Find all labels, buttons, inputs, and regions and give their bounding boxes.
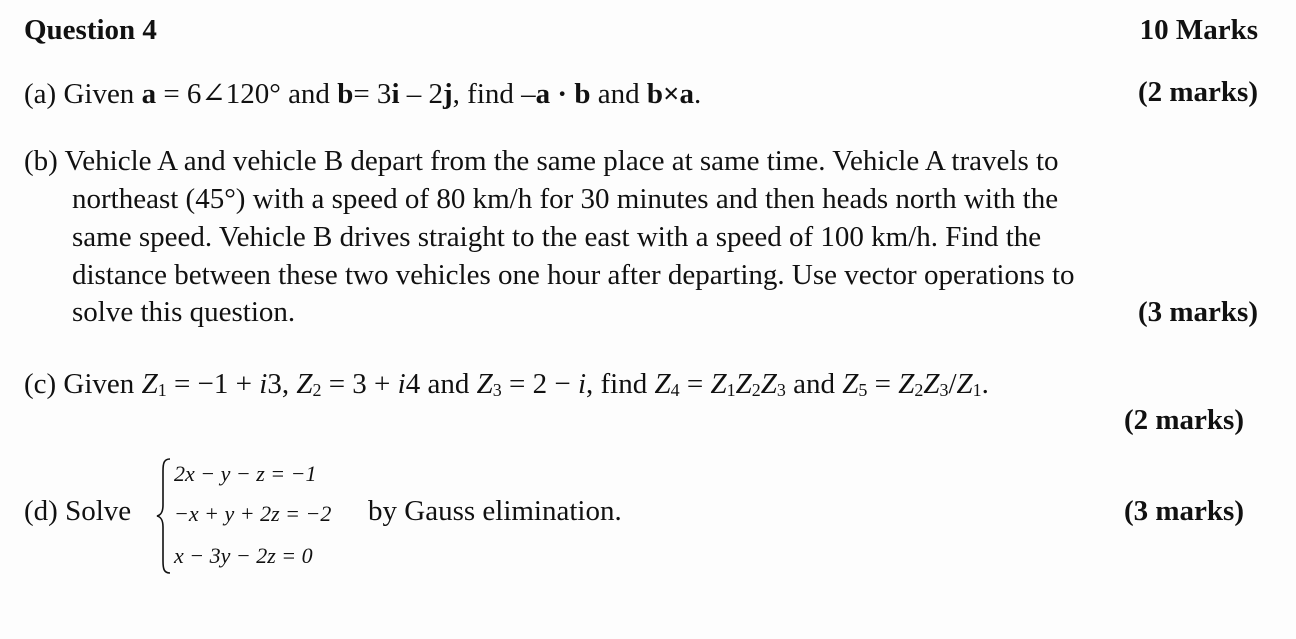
vector-b-2: b — [574, 78, 591, 110]
quotient-z2-sub: 2 — [914, 380, 924, 401]
part-b-line-4: distance between these two vehicles one hour after departing. Use vector operations to — [72, 259, 1075, 291]
vector-a-2: a — [535, 78, 551, 110]
z1-subscript: 1 — [157, 380, 167, 401]
quotient-z1: Z — [956, 368, 973, 400]
part-b-line-5: solve this question. — [72, 296, 296, 328]
part-d-label: (d) Solve — [24, 495, 132, 527]
part-c-text — [24, 368, 989, 401]
quotient-z3-sub: 3 — [939, 380, 949, 401]
part-b-line-1: (b) Vehicle A and vehicle B depart from the same place at same time. Vehicle A travels to — [24, 145, 1059, 177]
part-a-given: Given — [63, 78, 135, 110]
product-z2: Z — [735, 368, 752, 400]
part-c-t5: = 2 − — [501, 368, 578, 400]
part-d-marks: (3 marks) — [1123, 495, 1244, 527]
left-brace-icon — [156, 457, 172, 575]
vector-a: a — [141, 78, 157, 110]
quotient-slash: / — [948, 368, 957, 400]
part-c-t8: and — [785, 368, 843, 400]
z2-symbol: Z — [296, 368, 313, 400]
part-a-eq2: = 3 — [353, 78, 392, 110]
part-a-eq1: = 6∠120° and — [163, 78, 330, 110]
unit-j: j — [443, 78, 453, 110]
imag-unit-2: i — [397, 368, 406, 400]
z1-symbol: Z — [141, 368, 158, 400]
part-d-suffix: by Gauss elimination. — [368, 495, 622, 527]
dot-operator: · — [557, 78, 568, 110]
vector-b: b — [337, 78, 354, 110]
part-c-t1: = −1 + — [166, 368, 260, 400]
product-z2-sub: 2 — [751, 380, 761, 401]
part-a-and: and — [597, 78, 640, 110]
total-marks: 10 Marks — [1139, 14, 1258, 46]
part-a-minus: – 2 — [406, 78, 443, 110]
part-a-marks: (2 marks) — [1137, 76, 1258, 108]
part-c-label: (c) Given — [24, 368, 135, 400]
question-title: Question 4 — [24, 14, 157, 46]
product-z1-sub: 1 — [726, 380, 736, 401]
part-c-t3: = 3 + — [321, 368, 398, 400]
part-a-label: (a) — [24, 78, 57, 110]
z4-symbol: Z — [654, 368, 671, 400]
quotient-z2: Z — [898, 368, 915, 400]
imag-unit-1: i — [259, 368, 268, 400]
part-c-t6: , find — [586, 368, 655, 400]
part-c-end: . — [981, 368, 989, 400]
cross-product: b×a — [646, 78, 694, 110]
part-c-t4: 4 and — [405, 368, 477, 400]
product-z3: Z — [760, 368, 777, 400]
z3-subscript: 3 — [492, 380, 502, 401]
product-z1: Z — [710, 368, 727, 400]
product-z3-sub: 3 — [776, 380, 786, 401]
part-b-line-3: same speed. Vehicle B drives straight to the east with a speed of 100 km/h. Find the — [72, 221, 1042, 253]
part-a-text — [24, 76, 701, 111]
z5-symbol: Z — [842, 368, 859, 400]
z3-symbol: Z — [476, 368, 493, 400]
equation-3: x − 3y − 2z = 0 — [174, 543, 313, 568]
part-c-t2: 3, — [267, 368, 297, 400]
part-a-period: . — [693, 78, 702, 110]
imag-unit-3: i — [577, 368, 587, 400]
quotient-z3: Z — [923, 368, 940, 400]
part-a-find: , find – — [452, 78, 536, 110]
z4-subscript: 4 — [670, 380, 680, 401]
part-c-marks: (2 marks) — [1123, 404, 1244, 436]
part-b-marks: (3 marks) — [1137, 296, 1258, 328]
equation-2: −x + y + 2z = −2 — [174, 501, 332, 526]
part-c-t7: = — [679, 368, 711, 400]
equation-1: 2x − y − z = −1 — [174, 461, 317, 486]
z2-subscript: 2 — [312, 380, 322, 401]
part-b-line-2: northeast (45°) with a speed of 80 km/h for 30 minutes and then heads north with the — [72, 183, 1059, 215]
quotient-z1-sub: 1 — [972, 380, 982, 401]
unit-i: i — [391, 78, 400, 110]
part-c-t9: = — [867, 368, 899, 400]
z5-subscript: 5 — [858, 380, 868, 401]
